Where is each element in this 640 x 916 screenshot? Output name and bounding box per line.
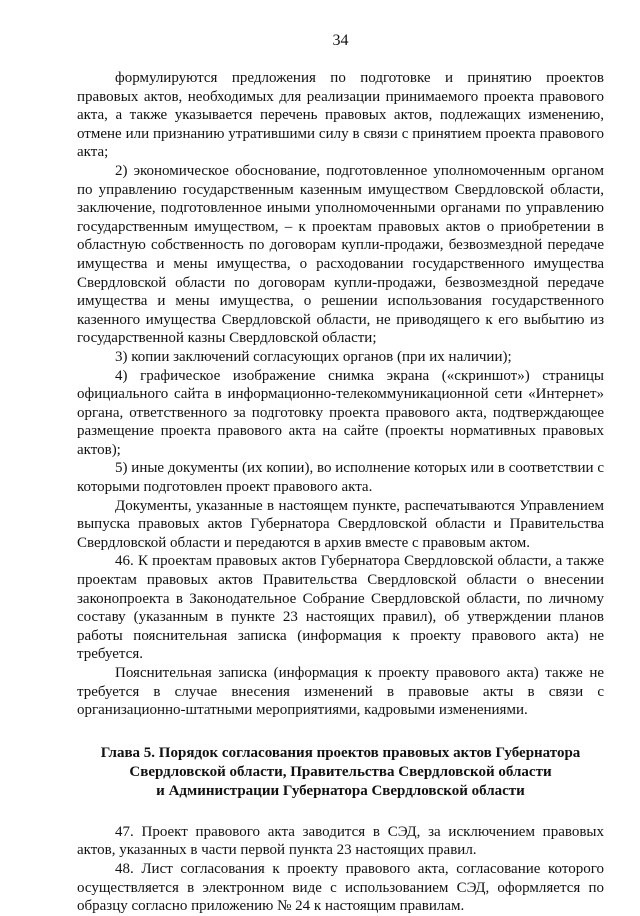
- paragraph: Пояснительная записка (информация к проекту правового акта) также не требуется в случае внесения изменений в правовые акты в связи с организационно-штатными мероприятиями, кадровыми изменениями.: [77, 665, 604, 719]
- chapter-title-line-2: Свердловской области, Правительства Свердловской области: [129, 763, 552, 780]
- paragraph: 2) экономическое обоснование, подготовленное уполномоченным органом по управлению государственным казенным имуществом Свердловской области, заключение, подготовленное иными уполномоченными органами по управлению государственным имуществом, – к проектам правовых актов о приобретении в областную собственность по договорам купли-продажи, безвозмездной передаче имущества и мены имущества, о расходовании государственного имущества Свердловской области по договорам купли-продажи, безвозмездной передаче имущества и мены имущества, о решении использования государственного казенного имущества Свердловской области, не приводящего к его выбытию из государственной казны Свердловской области;: [77, 162, 604, 347]
- paragraph: 4) графическое изображение снимка экрана («скриншот») страницы официального сайта в информационно-телекоммуникационной сети «Интернет» органа, ответственного за подготовку проекта правового акта, подтверждающее размещение проекта правового акта на сайте (проекты нормативных правовых актов);: [77, 367, 604, 458]
- paragraph: 5) иные документы (их копии), во исполнение которых или в соответствии с которыми подготовлен проект правового акта.: [77, 460, 604, 496]
- page-number: 34: [332, 32, 349, 49]
- paragraph: 3) копии заключений согласующих органов (при их наличии);: [115, 348, 512, 365]
- chapter-title-line-3: и Администрации Губернатора Свердловской области: [156, 782, 525, 799]
- paragraph: Документы, указанные в настоящем пункте, распечатываются Управлением выпуска правовых актов Губернатора Свердловской области и Правительства Свердловской области и передаются в архив вместе с правовым актом.: [77, 497, 604, 551]
- paragraph: 47. Проект правового акта заводится в СЭД, за исключением правовых актов, указанных в части первой пункта 23 настоящих правил.: [77, 823, 604, 859]
- document-body: [77, 69, 604, 916]
- paragraphs-bottom: [77, 823, 604, 916]
- paragraphs-top: [77, 69, 604, 720]
- paragraph: формулируются предложения по подготовке и принятию проектов правовых актов, необходимых для реализации принимаемого проекта правового акта, а также указывается перечень правовых актов, подлежащих изменению, отмене или признанию утратившими силу в связи с принятием проекта правового акта;: [77, 70, 604, 161]
- chapter-title: [77, 744, 604, 801]
- paragraph: 48. Лист согласования к проекту правового акта, согласование которого осуществляется в электронном виде с использованием СЭД, оформляется по образцу согласно приложению № 24 к настоящим правилам.: [77, 860, 604, 915]
- chapter-title-line-1: Глава 5. Порядок согласования проектов правовых актов Губернатора: [100, 744, 581, 761]
- paragraph: 46. К проектам правовых актов Губернатора Свердловской области, а также проектам правовых актов Правительства Свердловской области о внесении законопроекта в Законодательное Собрание Свердловской области, по личному составу (указанным в пункте 23 настоящих правил), об утверждении планов работы пояснительная записка (информация к проекту правового акта) не требуется.: [77, 553, 604, 663]
